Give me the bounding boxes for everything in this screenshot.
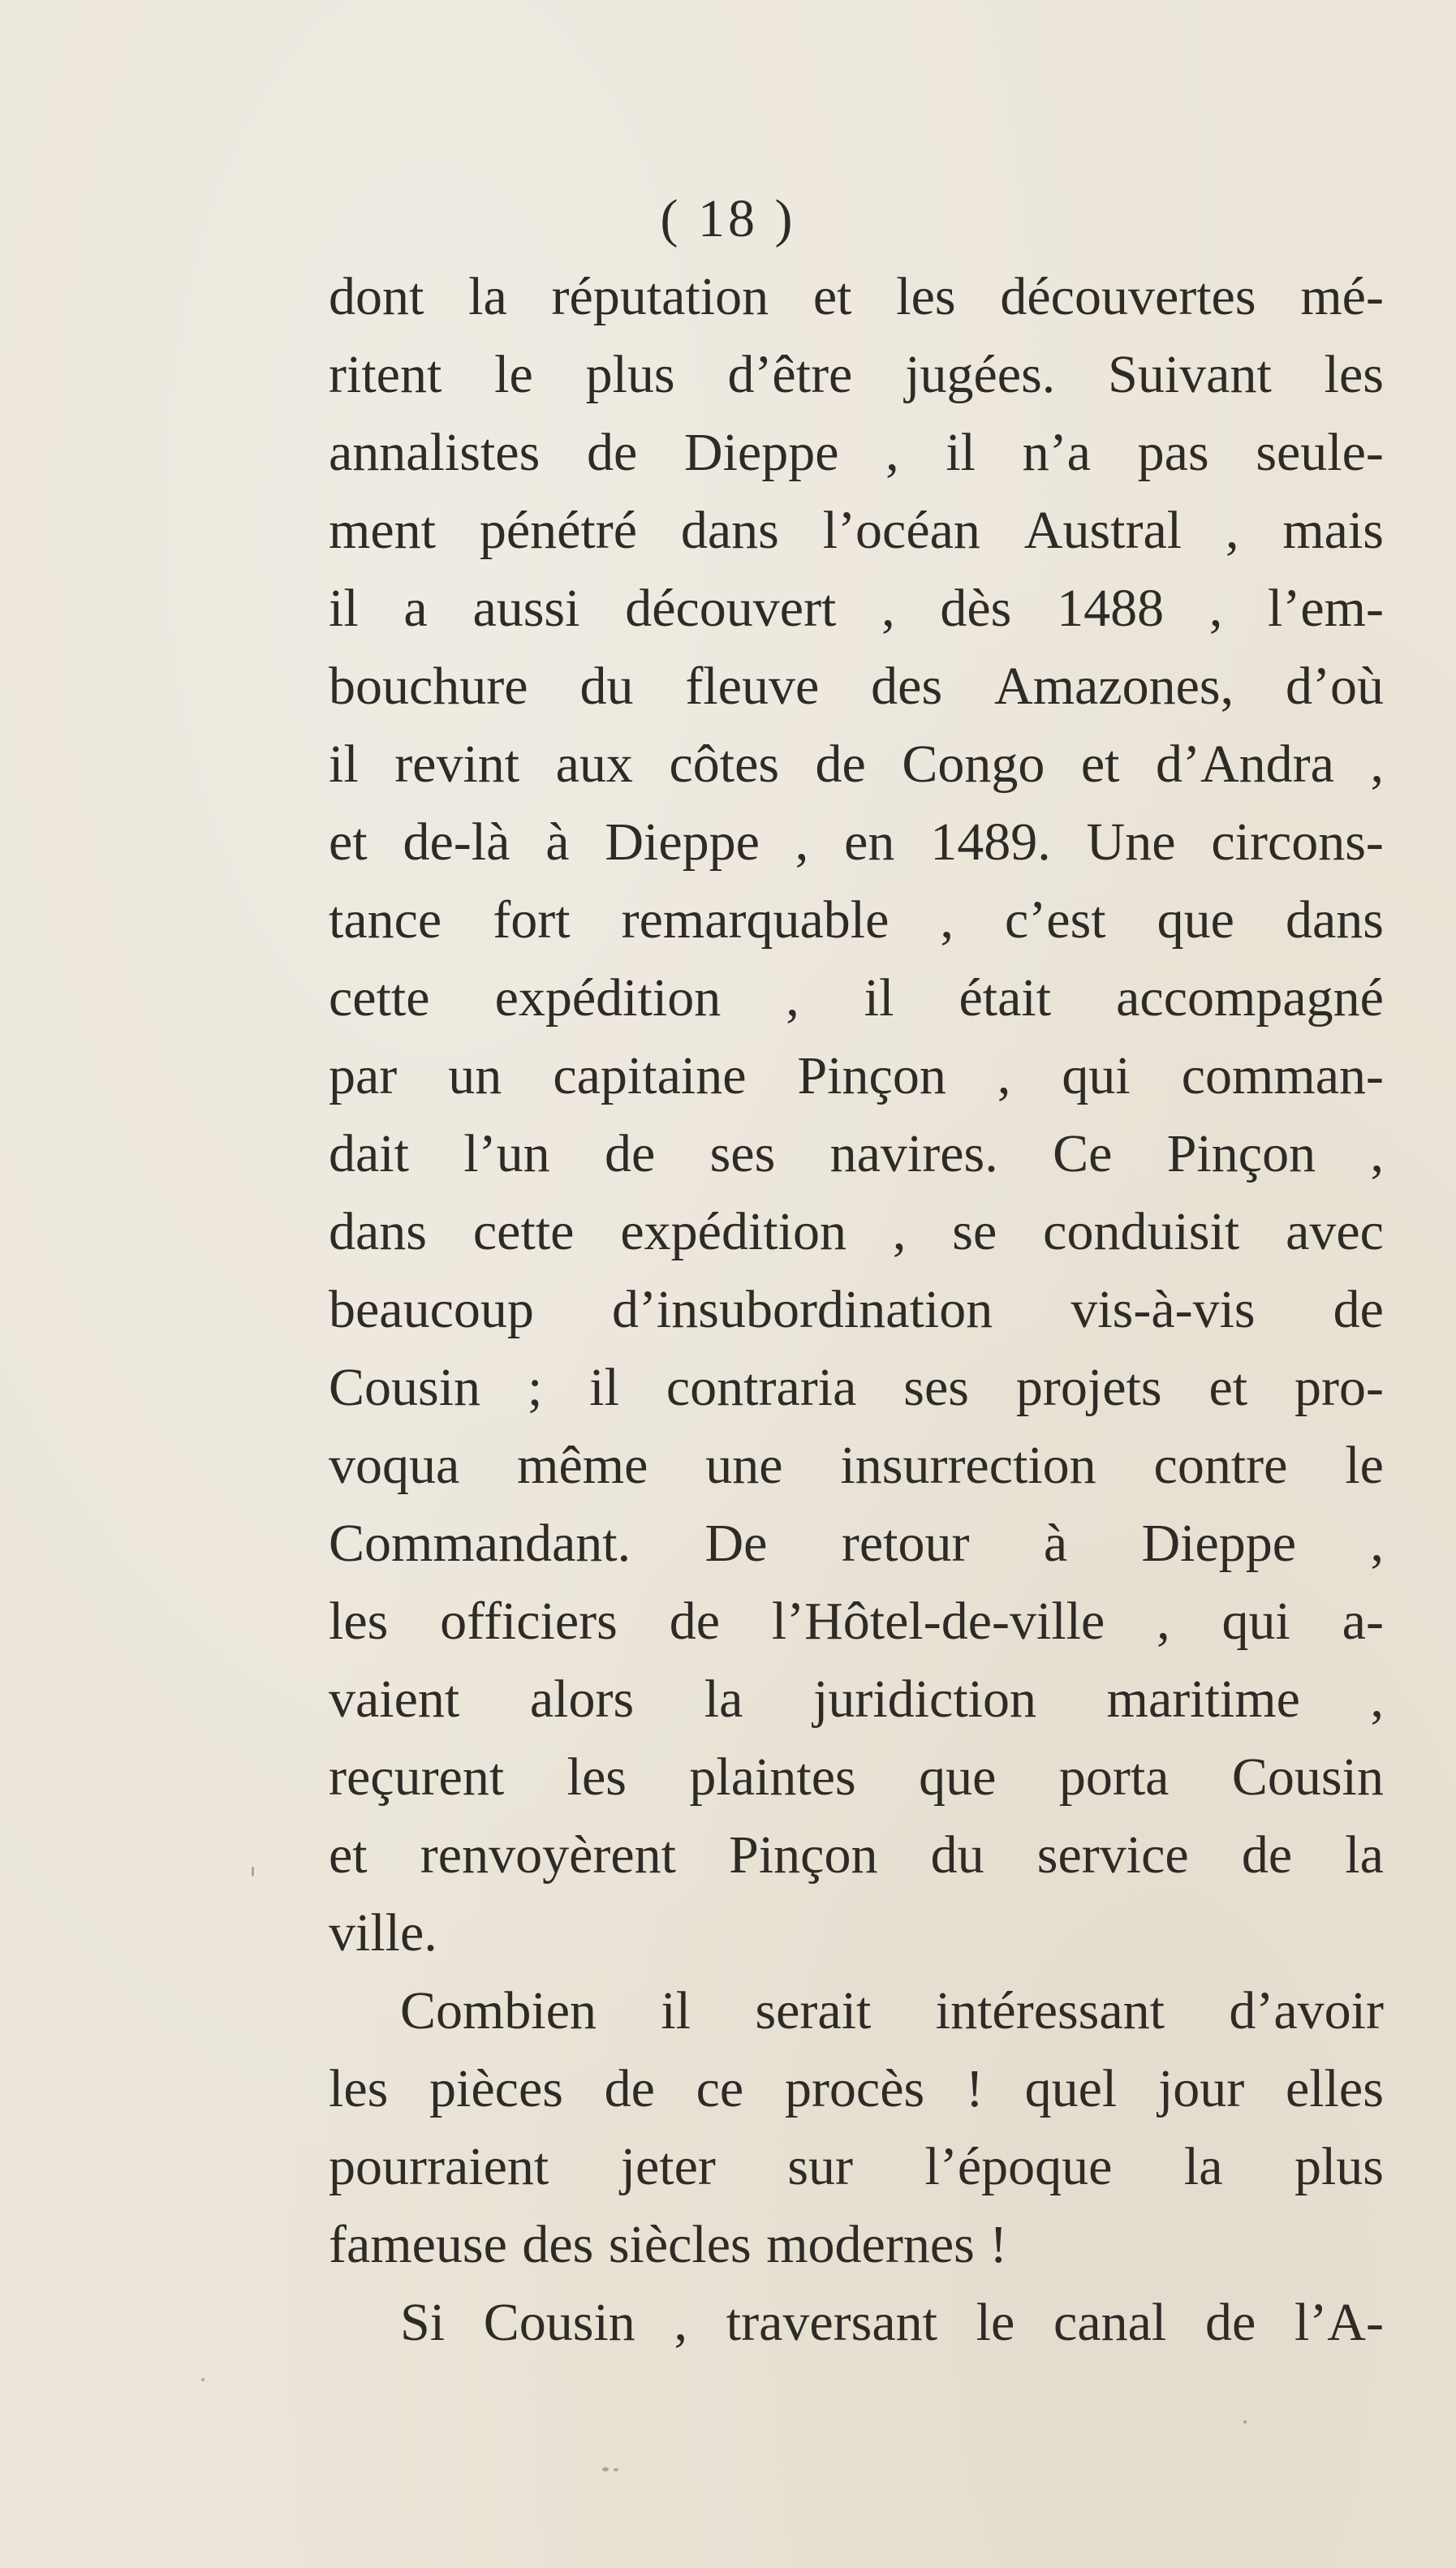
text-line — [329, 1037, 1384, 1115]
word: il — [946, 423, 976, 482]
word: n’a — [1022, 423, 1091, 482]
word: contraria — [666, 1358, 857, 1417]
word: cette — [329, 968, 430, 1028]
word: d’où — [1286, 657, 1384, 716]
word: aussi — [472, 579, 580, 638]
word: Amazones, — [994, 657, 1234, 716]
word: découvertes — [1000, 267, 1256, 326]
word: intéressant — [935, 1981, 1165, 2040]
word: à — [1043, 1514, 1068, 1573]
word: , — [1370, 1124, 1384, 1183]
text-line — [329, 1115, 1384, 1193]
paper-speck — [614, 2468, 618, 2471]
word: accompagné — [1116, 968, 1384, 1028]
word: elles — [1285, 2059, 1384, 2118]
text-line — [329, 2050, 1384, 2128]
page-number: ( 18 ) — [660, 189, 796, 248]
word: voqua — [329, 1436, 460, 1495]
word: plaintes — [689, 1747, 856, 1807]
word: qui — [1221, 1592, 1290, 1651]
word: et — [1080, 735, 1120, 794]
word: les — [329, 1592, 389, 1651]
word: une — [705, 1436, 783, 1495]
word: les — [1324, 345, 1384, 404]
word: ses — [709, 1124, 776, 1183]
text-line — [329, 570, 1384, 648]
word: revint — [394, 735, 520, 794]
word: expédition — [494, 968, 722, 1028]
word: de — [1204, 2293, 1256, 2352]
word: un — [448, 1046, 502, 1105]
word: siècles — [608, 2215, 752, 2274]
word: de — [1333, 1280, 1384, 1339]
word: fleuve — [685, 657, 820, 716]
word: et — [329, 812, 368, 872]
word: l’Hôtel-de-ville — [771, 1592, 1105, 1651]
word: pas — [1137, 423, 1209, 482]
word: pro- — [1294, 1358, 1384, 1417]
word: De — [704, 1514, 768, 1573]
word: de-là — [403, 812, 510, 872]
text-line — [329, 648, 1384, 726]
word: navires. — [829, 1124, 998, 1183]
word: , — [795, 812, 809, 872]
body-text — [329, 258, 1384, 2362]
word: dans — [680, 501, 779, 560]
word: le — [976, 2293, 1015, 2352]
word: ment — [329, 501, 436, 560]
word: , — [1157, 1592, 1170, 1651]
word: contre — [1153, 1436, 1288, 1495]
word: la — [704, 1670, 743, 1729]
word: remarquable — [621, 890, 890, 950]
text-line — [329, 959, 1384, 1037]
word: se — [952, 1202, 997, 1261]
word: jugées. — [905, 345, 1056, 404]
word: il — [661, 1981, 691, 2040]
word: juridiction — [813, 1670, 1036, 1729]
word: il — [329, 579, 359, 638]
word: sur — [787, 2137, 854, 2196]
word: dans — [1286, 890, 1384, 950]
word: tance — [329, 890, 442, 950]
word: d’avoir — [1229, 1981, 1384, 2040]
word: la — [1345, 1825, 1384, 1885]
word: d’être — [727, 345, 853, 404]
word: était — [958, 968, 1052, 1028]
word: jeter — [620, 2137, 716, 2196]
word: il — [589, 1358, 619, 1417]
word: circons- — [1211, 812, 1384, 872]
word: ce — [696, 2059, 744, 2118]
text-line — [329, 1583, 1384, 1661]
word: , — [674, 2293, 688, 2352]
word: renvoyèrent — [420, 1825, 676, 1885]
word: Pinçon — [1166, 1124, 1316, 1183]
word: la — [1183, 2137, 1223, 2196]
text-line — [329, 1193, 1384, 1271]
paper-speck — [252, 1867, 254, 1876]
word: cette — [472, 1202, 575, 1261]
word: dait — [329, 1124, 409, 1183]
word: de — [1241, 1825, 1293, 1885]
word: de — [604, 2059, 655, 2118]
word: Pinçon — [797, 1046, 946, 1105]
word: même — [517, 1436, 648, 1495]
word: qui — [1062, 1046, 1131, 1105]
word: dans — [329, 1202, 427, 1261]
paper-speck — [201, 2378, 205, 2381]
word: , — [1225, 501, 1239, 560]
word: modernes — [766, 2215, 975, 2274]
word: Pinçon — [729, 1825, 878, 1885]
word: , — [1370, 735, 1384, 794]
word: plus — [1294, 2137, 1384, 2196]
word: en — [844, 812, 895, 872]
word: , — [997, 1046, 1011, 1105]
word: par — [329, 1046, 398, 1105]
word: alors — [529, 1670, 635, 1729]
text-line — [329, 1894, 1384, 1972]
word: a — [403, 579, 428, 638]
word: capitaine — [553, 1046, 747, 1105]
text-line — [329, 1349, 1384, 1427]
word: Dieppe — [1141, 1514, 1297, 1573]
word: insurrection — [840, 1436, 1096, 1495]
word: , — [940, 890, 954, 950]
word: , — [1208, 579, 1223, 638]
word: ville. — [329, 1903, 437, 1963]
word: 1488 — [1057, 579, 1165, 638]
word: Dieppe — [605, 812, 760, 872]
word: l’em- — [1268, 579, 1384, 638]
word: que — [1157, 890, 1234, 950]
word: , — [892, 1202, 907, 1261]
word: et — [329, 1825, 368, 1885]
word: l’océan — [822, 501, 980, 560]
word: Dieppe — [683, 423, 839, 482]
word: maritime — [1106, 1670, 1300, 1729]
text-line — [329, 804, 1384, 881]
word: les — [329, 2059, 389, 2118]
word: l’époque — [924, 2137, 1113, 2196]
text-line — [329, 1739, 1384, 1816]
text-line — [329, 2128, 1384, 2206]
word: fameuse — [329, 2215, 507, 2274]
text-line — [329, 336, 1384, 414]
word: comman- — [1181, 1046, 1384, 1105]
word: Cousin — [483, 2293, 635, 2352]
word: ritent — [329, 345, 442, 404]
word: , — [1370, 1514, 1384, 1573]
word: annalistes — [329, 423, 541, 482]
word: découvert — [625, 579, 837, 638]
word: ; — [527, 1358, 543, 1417]
word: mais — [1282, 501, 1384, 560]
word: des — [522, 2215, 594, 2274]
word: le — [494, 345, 533, 404]
text-line — [329, 2206, 1384, 2284]
word: expédition — [620, 1202, 846, 1261]
text-line — [329, 1271, 1384, 1349]
word: des — [871, 657, 943, 716]
word: fort — [493, 890, 571, 950]
word: ses — [903, 1358, 969, 1417]
word: de — [586, 423, 638, 482]
text-line — [329, 1661, 1384, 1739]
word: du — [930, 1825, 984, 1885]
word: plus — [585, 345, 675, 404]
word: procès — [784, 2059, 925, 2118]
word: porta — [1058, 1747, 1170, 1807]
word: jour — [1157, 2059, 1245, 2118]
word: côtes — [669, 735, 780, 794]
paper-speck — [1243, 2420, 1247, 2424]
word: conduisit — [1043, 1202, 1240, 1261]
word: officiers — [440, 1592, 618, 1651]
word: Suivant — [1108, 345, 1272, 404]
word: de — [669, 1592, 720, 1651]
word: canal — [1053, 2293, 1167, 2352]
word: c’est — [1005, 890, 1106, 950]
word: le — [1345, 1436, 1384, 1495]
word: Ce — [1053, 1124, 1113, 1183]
word: seule- — [1256, 423, 1384, 482]
word: que — [919, 1747, 997, 1807]
word: serait — [755, 1981, 872, 2040]
text-line — [329, 2284, 1384, 2362]
word: vaient — [329, 1670, 460, 1729]
word: mé- — [1300, 267, 1384, 326]
word: il — [864, 968, 894, 1028]
word: de — [815, 735, 866, 794]
word: d’Andra — [1156, 735, 1334, 794]
word: Combien — [400, 1981, 597, 2040]
text-line — [329, 492, 1384, 570]
word: du — [579, 657, 634, 716]
word: retour — [841, 1514, 970, 1573]
word: les — [896, 267, 956, 326]
word: pénétré — [479, 501, 638, 560]
word: les — [566, 1747, 627, 1807]
word: traversant — [726, 2293, 937, 2352]
word: avec — [1286, 1202, 1384, 1261]
text-line — [329, 1505, 1384, 1583]
word: il — [329, 735, 359, 794]
word: et — [812, 267, 852, 326]
word: Cousin — [329, 1358, 481, 1417]
word: pièces — [429, 2059, 563, 2118]
word: , — [881, 579, 895, 638]
word: Une — [1086, 812, 1176, 872]
text-line — [329, 881, 1384, 959]
word: ! — [965, 2059, 984, 2118]
word: quel — [1024, 2059, 1118, 2118]
word: beaucoup — [329, 1280, 534, 1339]
word: réputation — [551, 267, 769, 326]
word: vis-à-vis — [1070, 1280, 1256, 1339]
word: d’insubordination — [611, 1280, 993, 1339]
word: , — [1370, 1670, 1384, 1729]
word: Austral — [1023, 501, 1182, 560]
text-line — [329, 258, 1384, 336]
word: dès — [940, 579, 1012, 638]
word: aux — [555, 735, 633, 794]
text-line — [329, 1427, 1384, 1505]
word: pourraient — [329, 2137, 549, 2196]
word: la — [468, 267, 507, 326]
word: de — [604, 1124, 656, 1183]
word: à — [545, 812, 570, 872]
paper-speck — [602, 2467, 609, 2471]
text-line — [329, 1816, 1384, 1894]
text-line — [329, 1972, 1384, 2050]
word: l’A- — [1294, 2293, 1384, 2352]
word: Cousin — [1231, 1747, 1384, 1807]
word: reçurent — [329, 1747, 505, 1807]
word: , — [885, 423, 899, 482]
word: ! — [989, 2215, 1008, 2274]
text-line — [329, 726, 1384, 804]
word: a- — [1342, 1592, 1384, 1651]
word: dont — [329, 267, 424, 326]
word: projets — [1015, 1358, 1162, 1417]
word: , — [786, 968, 799, 1028]
text-line — [329, 414, 1384, 492]
word: service — [1036, 1825, 1189, 1885]
word: Congo — [902, 735, 1045, 794]
word: Commandant. — [329, 1514, 631, 1573]
word: 1489. — [930, 812, 1051, 872]
word: bouchure — [329, 657, 528, 716]
word: et — [1208, 1358, 1248, 1417]
word: Si — [400, 2293, 446, 2352]
word: l’un — [463, 1124, 550, 1183]
